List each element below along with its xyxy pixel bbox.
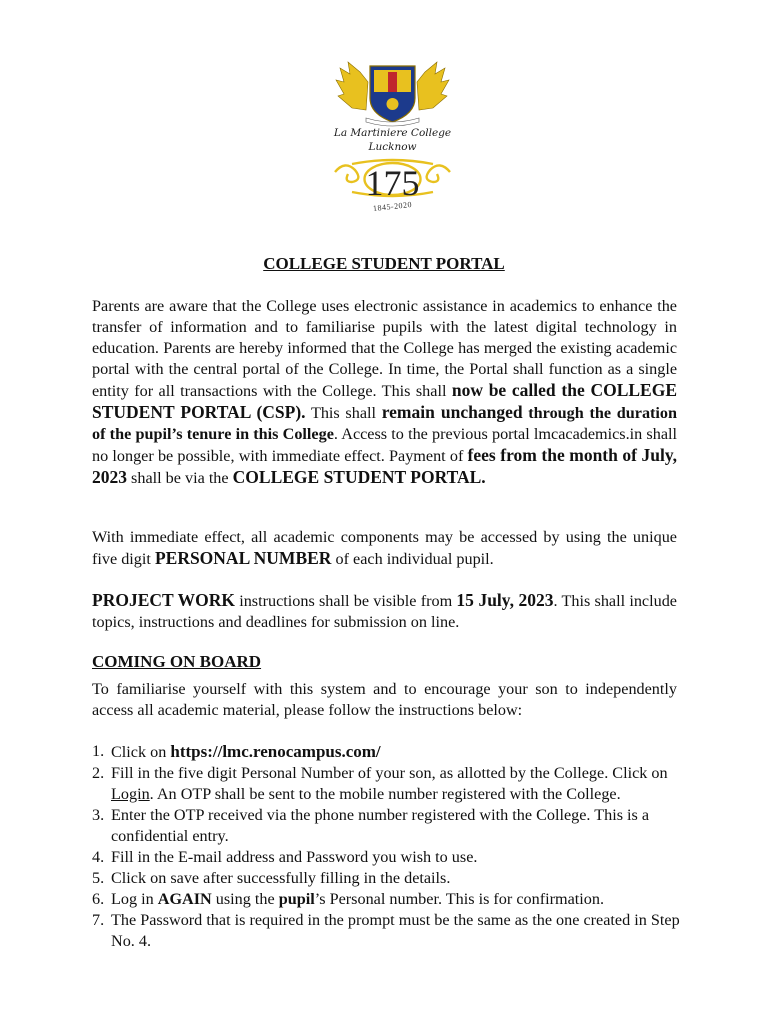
college-name-line2: Lucknow [368,141,417,153]
step-text: using the [211,890,279,908]
project-date-bold: 15 July, 2023 [456,590,554,610]
step-text: Click on save after successfully filling in the details. [111,869,451,887]
step-text: ’s Personal number. This is for confirmation. [314,890,604,908]
project-work-bold: PROJECT WORK [92,590,235,610]
step-number: 7. [92,911,105,929]
personal-number-paragraph [92,527,677,570]
shield-icon [370,66,415,122]
step-text: . An OTP shall be sent to the mobile number registered with the College. [149,785,621,803]
list-item [92,889,682,910]
instructions-intro-paragraph: To familiarise yourself with this system and to encourage your son to independently access all academic material, please follow the instructions below: [92,680,677,719]
portal-link[interactable]: https://lmc.renocampus.com/ [170,742,381,761]
project-text-1: instructions shall be visible from [234,592,457,610]
college-name [330,126,455,154]
college-name-line1: La Martiniere College [333,127,452,139]
page-title: COLLEGE STUDENT PORTAL [263,254,505,273]
section-heading-coming-on-board: COMING ON BOARD [92,652,262,671]
anniversary-number: 175 [365,163,420,203]
list-item [92,805,682,847]
pupil-bold: pupil [278,890,315,908]
step-number: 1. [92,742,105,760]
personal-text-1: With immediate effect, all academic components may be accessed by using the unique five digit [92,528,677,568]
step-text: Fill in the five digit Personal Number of your son, as allotted by the College. Click on [111,764,668,782]
personal-number-bold: PERSONAL NUMBER [154,548,332,568]
list-item [92,868,682,889]
intro-bold-portal: COLLEGE STUDENT PORTAL. [232,467,486,487]
list-item [92,910,682,952]
list-item [92,847,682,868]
list-item [92,763,682,805]
step-text: Log in [111,890,158,908]
step-text: Click on [111,743,171,761]
again-bold: AGAIN [157,890,212,908]
right-wing-icon [417,62,449,110]
step-text: Enter the OTP received via the phone number registered with the College. This is a confidential entry. [111,806,650,845]
project-work-paragraph [92,590,677,633]
step-number: 4. [92,848,105,866]
intro-bold-unchanged: remain unchanged [381,402,523,422]
step-number: 3. [92,806,105,824]
step-number: 2. [92,764,105,782]
intro-bold-tenure: through the duration of the pupil’s tenure in this College [92,404,678,443]
list-item [92,741,682,763]
intro-bold-fees: fees from the month of July, 2023 [92,445,677,487]
anniversary-years: 1845-2020 [372,199,413,214]
left-wing-icon [336,62,368,110]
step-number: 6. [92,890,105,908]
login-text: Login [111,785,150,803]
intro-text-3: . Access to the previous portal lmcacademics.in shall no longer be possible, with immediate effect. Payment of [92,425,678,465]
intro-text-4: shall be via the [127,469,233,487]
intro-bold-csp: now be called the COLLEGE STUDENT PORTAL (CSP). [92,380,677,422]
intro-text-2: This shall [305,404,382,422]
step-number: 5. [92,869,105,887]
intro-text-1: Parents are aware that the College uses electronic assistance in academics to enhance the transfer of information and to familiarise pupils with the latest digital technology in education. Parents are hereby informed that the College has merged the existing academic portal with the central portal of the College. In time, the Portal shall function as a single entity for all transactions with the College. This shall [92,297,677,400]
step-text: Fill in the E-mail address and Password you wish to use. [111,848,478,866]
step-text: The Password that is required in the prompt must be the same as the one created in Step No. 4. [111,911,680,950]
project-text-2: . This shall include topics, instructions and deadlines for submission on line. [92,592,677,631]
instruction-steps-list [92,741,682,952]
personal-text-2: of each individual pupil. [331,550,494,568]
intro-paragraph [92,296,677,489]
